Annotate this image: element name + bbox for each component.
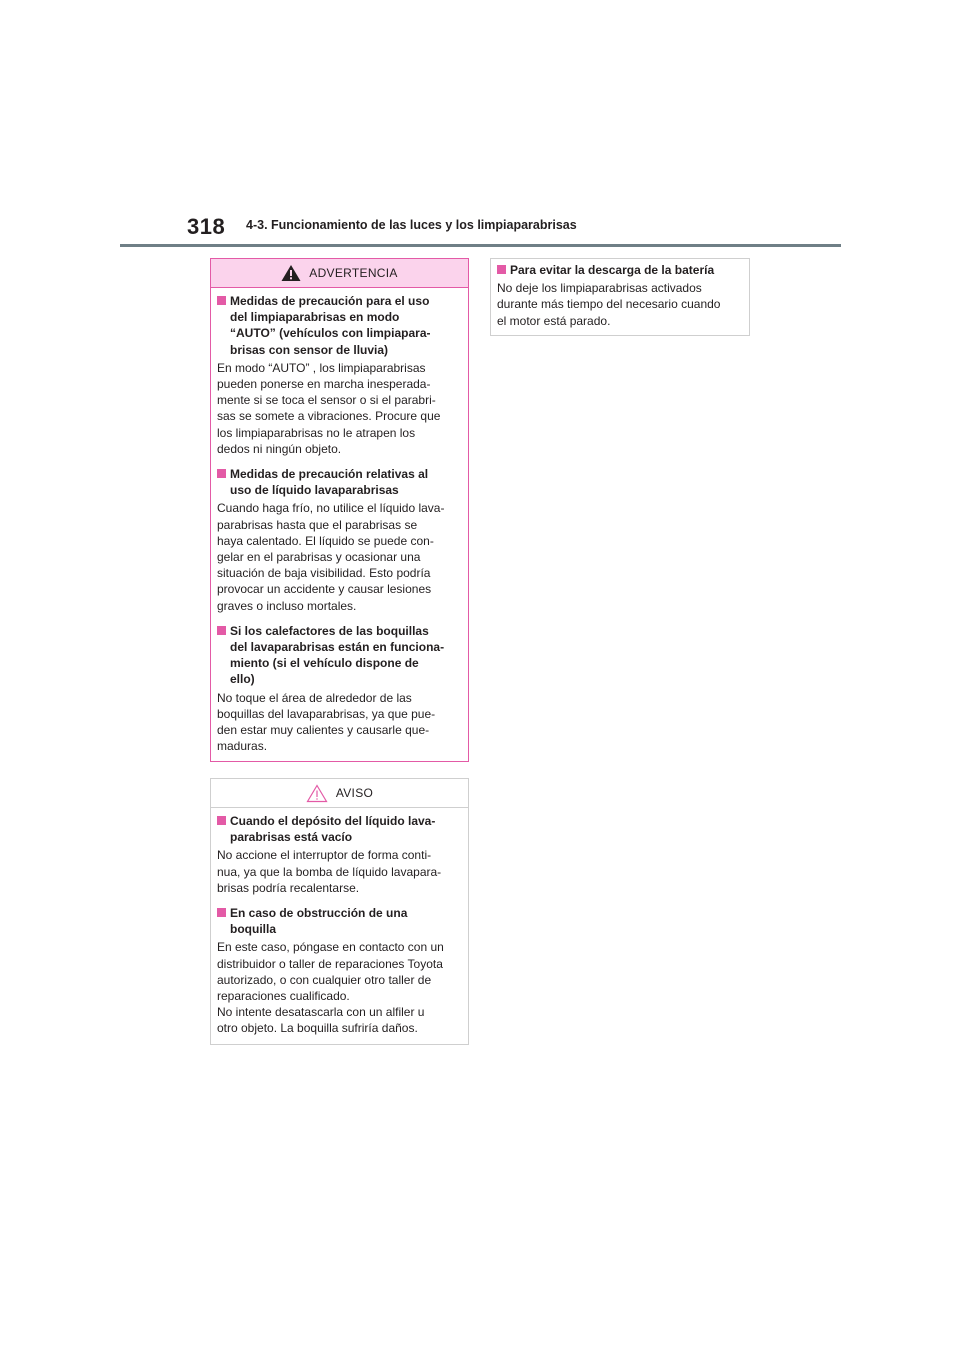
square-bullet-icon — [497, 265, 506, 274]
warning-item-heading: Medidas de precaución para el uso del limpiaparabrisas en modo “AUTO” (vehículos con limpiapara- brisas con sensor de lluvia) — [230, 294, 431, 357]
caution-item-text: En este caso, póngase en contacto con un distribuidor o taller de reparaciones Toyota autorizado, o con cualquier otro taller de reparaciones cualificado. No intente desatascarla con un alfiler u otro objeto. La boquilla sufriría daños. — [217, 940, 444, 1036]
warning-item-text: Cuando haga frío, no utilice el líquido lava- parabrisas hasta que el parabrisas se haya calentado. El líquido se puede con- gelar en el parabrisas y ocasionar una situación de baja visibilidad. Esto podría provocar un accidente y causar lesiones graves o incluso mortales. — [217, 501, 445, 613]
square-bullet-icon — [217, 469, 226, 478]
warning-item-text: No toque el área de alrededor de las boquillas del lavaparabrisas, ya que pue- den estar muy calientes y causarle que- maduras. — [217, 690, 436, 754]
header-rule — [120, 244, 841, 247]
caution-box — [210, 778, 469, 1045]
warning-item — [217, 466, 462, 614]
square-bullet-icon — [217, 626, 226, 635]
warning-box — [210, 258, 469, 762]
warning-item — [217, 293, 462, 457]
square-bullet-icon — [217, 908, 226, 917]
info-item-heading: Para evitar la descarga de la batería — [510, 263, 715, 277]
info-box — [490, 258, 750, 336]
caution-item — [217, 813, 462, 896]
warning-item — [217, 623, 462, 755]
caution-item — [217, 905, 462, 1037]
info-item — [497, 262, 743, 329]
info-item-text: No deje los limpiaparabrisas activados durante más tiempo del necesario cuando el motor está parado. — [497, 281, 721, 328]
section-title: 4-3. Funcionamiento de las luces y los limpiaparabrisas — [246, 218, 577, 232]
caution-box-header — [211, 779, 468, 808]
caution-item-heading: Cuando el depósito del líquido lava- parabrisas está vacío — [230, 814, 436, 845]
warning-item-heading: Medidas de precaución relativas al uso de líquido lavaparabrisas — [230, 467, 429, 498]
square-bullet-icon — [217, 296, 226, 305]
warning-box-header — [211, 259, 468, 288]
page-number: 318 — [187, 214, 226, 239]
caution-item-heading: En caso de obstrucción de una boquilla — [230, 906, 408, 937]
caution-box-title: AVISO — [335, 786, 374, 800]
caution-triangle-icon — [306, 784, 328, 803]
caution-item-text: No accione el interruptor de forma conti- nua, ya que la bomba de líquido lavapara- brisas podría recalentarse. — [217, 848, 442, 895]
warning-item-text: En modo “AUTO” , los limpiaparabrisas pueden ponerse en marcha inesperada- mente si se toca el sensor o si el parabri- sas se somete a vibraciones. Procure que los limpiaparabrisas no le atrapen los dedos ni ningún objeto. — [217, 360, 441, 456]
square-bullet-icon — [217, 816, 226, 825]
warning-box-title: ADVERTENCIA — [309, 266, 398, 280]
warning-triangle-icon — [281, 264, 301, 282]
warning-item-heading: Si los calefactores de las boquillas del lavaparabrisas están en funciona- miento (si el vehículo dispone de ello) — [230, 623, 445, 687]
